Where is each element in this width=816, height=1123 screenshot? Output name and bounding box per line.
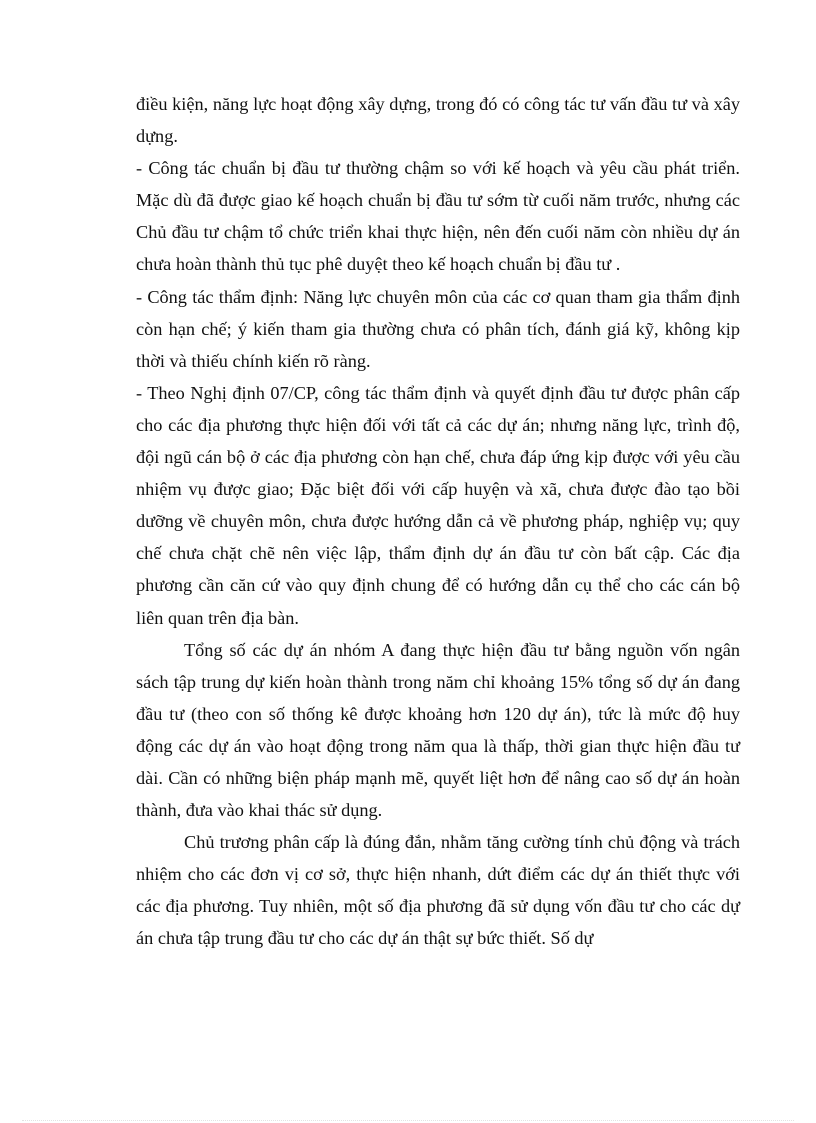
paragraph-group-a-projects: Tổng số các dự án nhóm A đang thực hiện đầu tư bằng nguồn vốn ngân sách tập trung dự kiến hoàn thành trong năm chỉ khoảng 15% tổng số dự án đang đầu tư (theo con số thống kê được khoảng hơn 120 dự án), tức là mức độ huy động các dự án vào hoạt động trong năm qua là thấp, thời gian thực hiện đầu tư dài. Cần có những biện pháp mạnh mẽ, quyết liệt hơn để nâng cao số dự án hoàn thành, đưa vào khai thác sử dụng. <box>136 639 740 821</box>
page-bottom-divider <box>22 1120 794 1121</box>
paragraph-investment-preparation: - Công tác chuẩn bị đầu tư thường chậm so với kế hoạch và yêu cầu phát triển. Mặc dù đã được giao kế hoạch chuẩn bị đầu tư sớm từ cuối năm trước, nhưng các Chủ đầu tư chậm tổ chức triển khai thực hiện, nên đến cuối năm còn nhiều dự án chưa hoàn thành thủ tục phê duyệt theo kế hoạch chuẩn bị đầu tư . <box>136 158 740 275</box>
document-body <box>136 88 740 955</box>
paragraph-continuation: điều kiện, năng lực hoạt động xây dựng, trong đó có công tác tư vấn đầu tư và xây dựng. <box>136 94 740 147</box>
paragraph-appraisal: - Công tác thẩm định: Năng lực chuyên môn của các cơ quan tham gia thẩm định còn hạn chế; ý kiến tham gia thường chưa có phân tích, đánh giá kỹ, không kịp thời và thiếu chính kiến rõ ràng. <box>136 286 740 371</box>
paragraph-decentralization: Chủ trương phân cấp là đúng đắn, nhằm tăng cường tính chủ động và trách nhiệm cho các đơn vị cơ sở, thực hiện nhanh, dứt điểm các dự án thiết thực với các địa phương. Tuy nhiên, một số địa phương đã sử dụng vốn đầu tư cho các dự án chưa tập trung đầu tư cho các dự án thật sự bức thiết. Số dự <box>136 832 740 949</box>
paragraph-decree-07: - Theo Nghị định 07/CP, công tác thẩm định và quyết định đầu tư được phân cấp cho các địa phương thực hiện đối với tất cả các dự án; nhưng năng lực, trình độ, đội ngũ cán bộ ở các địa phương còn hạn chế, chưa đáp ứng kịp được với yêu cầu nhiệm vụ được giao; Đặc biệt đối với cấp huyện và xã, chưa được đào tạo bồi dưỡng về chuyên môn, chưa được hướng dẫn cả về phương pháp, nghiệp vụ; quy chế chưa chặt chẽ nên việc lập, thẩm định dự án đầu tư còn bất cập. Các địa phương cần căn cứ vào quy định chung để có hướng dẫn cụ thể cho các cán bộ liên quan trên địa bàn. <box>136 382 740 628</box>
